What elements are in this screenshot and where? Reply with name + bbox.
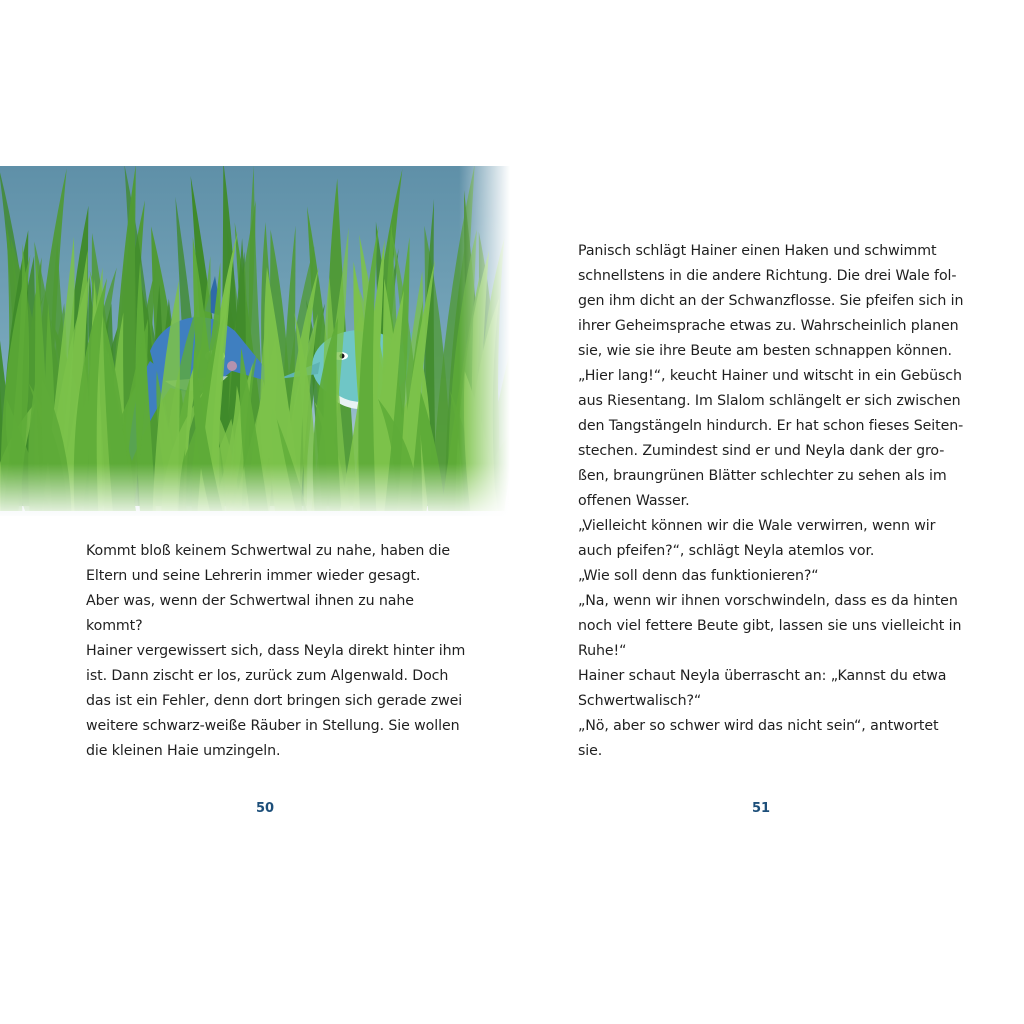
text-line: Kommt bloß keinem Schwertwal zu nahe, haben die [86, 543, 451, 559]
seaweed-illustration [0, 166, 510, 516]
text-line: weitere schwarz-weiße Räuber in Stellung. Sie wollen [86, 718, 460, 734]
text-line: den Tangstängeln hindurch. Er hat schon fieses Seiten- [578, 418, 964, 434]
text-line: ßen, braungrünen Blätter schlechter zu sehen als im [578, 468, 947, 484]
text-line: sie. [578, 743, 603, 759]
right-page-text [578, 239, 964, 764]
text-line: Hainer schaut Neyla überrascht an: „Kannst du etwa [578, 668, 947, 684]
text-line: Ruhe!“ [578, 643, 627, 659]
text-line: kommt? [86, 618, 143, 634]
text-line: das ist ein Fehler, denn dort bringen sich gerade zwei [86, 693, 463, 709]
text-line: „Hier lang!“, keucht Hainer und witscht in ein Gebüsch [578, 368, 962, 384]
text-line: ihrer Geheimsprache etwas zu. Wahrscheinlich planen [578, 318, 959, 334]
text-line: ist. Dann zischt er los, zurück zum Algenwald. Doch [86, 668, 449, 684]
text-line: „Nö, aber so schwer wird das nicht sein“, antwortet [578, 718, 939, 734]
text-line: auch pfeifen?“, schlägt Neyla atemlos vor. [578, 543, 875, 559]
illustration-canvas [0, 166, 510, 516]
text-line: Schwertwalisch?“ [578, 693, 702, 709]
bottom-edge-fade [0, 166, 510, 516]
text-line: gen ihm dicht an der Schwanzflosse. Sie pfeifen sich in [578, 293, 964, 309]
text-line: offenen Wasser. [578, 493, 690, 509]
page-number-right: 51 [752, 801, 771, 816]
text-line: sie, wie sie ihre Beute am besten schnappen können. [578, 343, 952, 359]
text-line: Eltern und seine Lehrerin immer wieder gesagt. [86, 568, 421, 584]
text-line: „Vielleicht können wir die Wale verwirren, wenn wir [578, 518, 936, 534]
text-line: „Wie soll denn das funktionieren?“ [578, 568, 819, 584]
text-line: aus Riesentang. Im Slalom schlängelt er sich zwischen [578, 393, 961, 409]
text-line: schnellstens in die andere Richtung. Die drei Wale fol- [578, 268, 957, 284]
text-line: Aber was, wenn der Schwertwal ihnen zu nahe [86, 593, 414, 609]
text-line: die kleinen Haie umzingeln. [86, 743, 281, 759]
text-line: Panisch schlägt Hainer einen Haken und schwimmt [578, 243, 937, 259]
text-line: Hainer vergewissert sich, dass Neyla direkt hinter ihm [86, 643, 466, 659]
text-line: stechen. Zumindest sind er und Neyla dank der gro- [578, 443, 945, 459]
page-number-left: 50 [256, 801, 275, 816]
text-line: noch viel fettere Beute gibt, lassen sie uns vielleicht in [578, 618, 962, 634]
text-line: „Na, wenn wir ihnen vorschwindeln, dass es da hinten [578, 593, 958, 609]
left-page-text [86, 539, 466, 764]
